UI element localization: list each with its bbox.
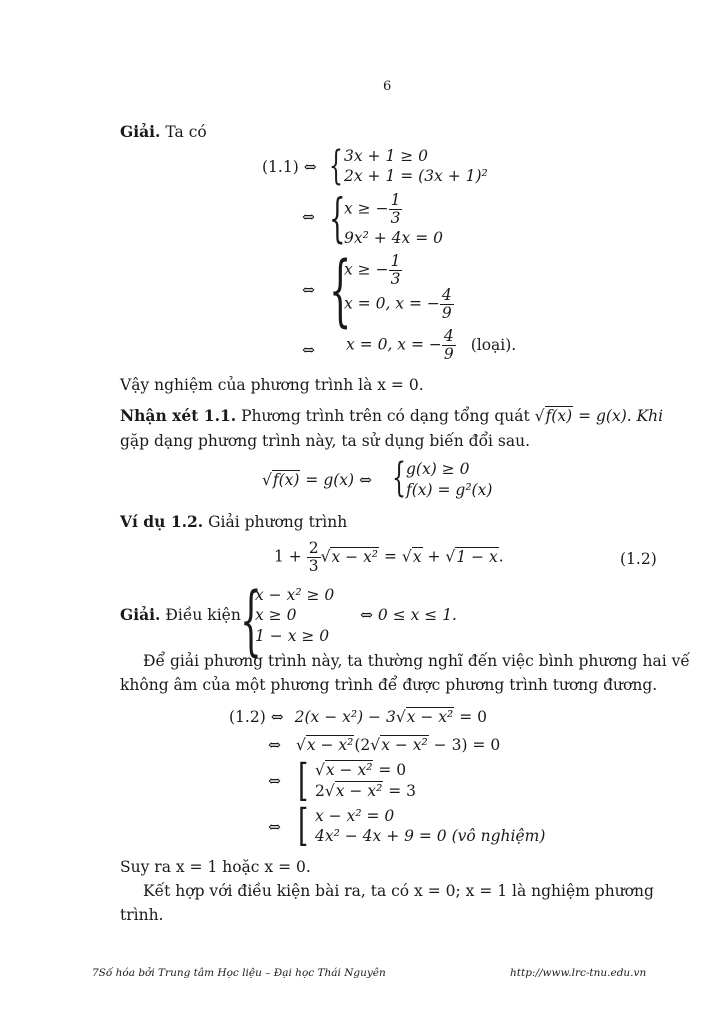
system-brace: {: [329, 143, 343, 189]
radicand: x − x²: [335, 782, 383, 800]
eq-end: .: [498, 547, 504, 566]
iff-symbol: ⇔: [268, 736, 281, 754]
condition-row-1: x − x² ≥ 0: [255, 586, 335, 604]
fraction: [389, 253, 403, 288]
eq-label-1-1: [262, 157, 317, 177]
remark-text: Phương trình trên có dạng tổng quát: [241, 407, 530, 425]
step-1: [229, 707, 487, 727]
fraction: [442, 328, 456, 363]
radical-sign: √: [395, 708, 406, 726]
solution-label: Giải.: [120, 605, 161, 624]
radical-sign: √: [262, 471, 272, 489]
step-expression: (2: [354, 736, 371, 754]
radical-sign: √: [534, 407, 545, 425]
final-line-1: Kết hợp với điều kiện bài ra, ta có x = 0; x = 1 là nghiệm phương: [143, 882, 654, 900]
fraction: [389, 192, 403, 227]
system-1-row-2: 2x + 1 = (3x + 1)²: [344, 167, 488, 185]
solution-label: Giải.: [120, 122, 161, 141]
eq-label: (1.2): [229, 708, 266, 726]
condition-result: ⇔ 0 ≤ x ≤ 1.: [360, 606, 457, 624]
radical-sign: √: [324, 782, 335, 800]
radicand: x − x²: [381, 736, 428, 754]
iff-symbol-case-2: ⇔: [268, 818, 281, 836]
radicand: f(x): [272, 471, 300, 489]
case-rhs: = 3: [388, 782, 417, 800]
condition-row-3: 1 − x ≥ 0: [255, 627, 330, 645]
fraction: [440, 287, 454, 322]
transform-rhs: = g(x) ⇔: [305, 471, 372, 489]
step-expression: 2(x − x²) − 3: [294, 708, 396, 726]
radicand: x − x²: [406, 708, 454, 726]
radical-sign: √: [315, 761, 325, 779]
equals-sign: =: [383, 547, 397, 566]
eq-label: (1.1): [262, 158, 299, 176]
radical-sign: √: [320, 547, 331, 566]
transform-row-1: g(x) ≥ 0: [406, 460, 470, 478]
radicand: f(x): [545, 407, 573, 425]
example-text: Giải phương trình: [208, 513, 348, 531]
system-brace: {: [329, 246, 352, 336]
radical-sign: √: [295, 736, 306, 754]
fraction: [307, 540, 321, 575]
equation-text: x = 0, x = −: [344, 294, 440, 313]
iff-symbol-2: ⇔: [302, 208, 315, 226]
radical-sign: √: [445, 547, 456, 566]
fraction-denominator: 9: [443, 345, 454, 363]
radicand: x − x²: [306, 736, 354, 754]
example-equation: [274, 540, 504, 575]
footer-right-link[interactable]: http://www.lrc-tnu.edu.vn: [510, 967, 647, 979]
case-1-row-1: [315, 760, 406, 780]
page-number: 6: [383, 79, 392, 94]
example-heading: [120, 512, 347, 532]
paragraph-line-2: không âm của một phương trình để được phương trình tương đương.: [120, 676, 658, 694]
condition-text: Điều kiện: [165, 606, 241, 624]
fraction-numerator: 1: [390, 191, 401, 209]
step-rhs: − 3) = 0: [433, 736, 501, 754]
system-brace: {: [240, 575, 262, 664]
iff-symbol: ⇔: [303, 158, 317, 176]
eq-prefix: 1 +: [274, 547, 302, 566]
system-brace: {: [392, 455, 406, 501]
fraction-denominator: 9: [441, 304, 452, 322]
paragraph-line-1: Để giải phương trình này, ta thường nghĩ đến việc bình phương hai vế: [143, 652, 690, 670]
iff-symbol-case-1: ⇔: [268, 772, 281, 790]
equation-number: (1.2): [620, 550, 657, 568]
step-rhs: = 0: [459, 708, 487, 726]
solution-2-condition: [120, 605, 241, 625]
final-result-1: [346, 328, 516, 363]
case-coefficient: 2: [315, 782, 325, 800]
remark-line-1: [120, 406, 663, 426]
iff-symbol-4: ⇔: [302, 341, 315, 359]
system-3-row-1: [344, 253, 402, 288]
rejected-note: (loại).: [470, 335, 517, 354]
iff-symbol-3: ⇔: [302, 281, 315, 299]
condition-row-2: x ≥ 0: [255, 606, 297, 624]
radicand: x: [412, 547, 422, 566]
inequality-text: x ≥ −: [344, 260, 389, 279]
radical-sign: √: [401, 547, 412, 566]
solution-1-intro: [120, 122, 207, 142]
system-1-row-1: 3x + 1 ≥ 0: [344, 147, 429, 165]
remark-line-2: gặp dạng phương trình này, ta sử dụng biến đổi sau.: [120, 432, 531, 450]
system-2-row-1: [344, 192, 402, 227]
remark-equation: = g(x). Khi: [578, 407, 664, 425]
radicand: 1 − x: [456, 547, 498, 566]
conclusion-1: Vậy nghiệm của phương trình là x = 0.: [120, 376, 424, 394]
example-label: Ví dụ 1.2.: [120, 512, 204, 531]
radicand: x − x²: [331, 547, 379, 566]
step-2: [268, 735, 500, 755]
fraction-numerator: 4: [441, 286, 452, 304]
final-line-2: trình.: [120, 906, 164, 924]
case-bracket: [: [298, 800, 309, 851]
case-2-row-2: 4x² − 4x + 9 = 0 (vô nghiệm): [315, 827, 546, 845]
radical-sign: √: [370, 736, 381, 754]
remark-label: Nhận xét 1.1.: [120, 406, 237, 425]
plus-sign: +: [427, 547, 441, 566]
fraction-denominator: 3: [308, 557, 319, 575]
case-2-row-1: x − x² = 0: [315, 807, 395, 825]
case-bracket: [: [298, 755, 309, 806]
conclusion-2: Suy ra x = 1 hoặc x = 0.: [120, 858, 311, 876]
transform-formula: [262, 470, 372, 490]
equation-text: x = 0, x = −: [346, 335, 442, 354]
inequality-text: x ≥ −: [344, 199, 389, 218]
footer-left: 7Số hóa bởi Trung tâm Học liệu – Đại học Thái Nguyên: [92, 967, 386, 979]
fraction-numerator: 4: [443, 327, 454, 345]
fraction-denominator: 3: [390, 270, 401, 288]
radicand: x − x²: [325, 761, 373, 779]
system-3-row-2: [344, 287, 454, 322]
system-2-row-2: 9x² + 4x = 0: [344, 229, 443, 247]
case-rhs: = 0: [378, 761, 407, 779]
fraction-denominator: 3: [390, 209, 401, 227]
fraction-numerator: 2: [308, 539, 319, 557]
intro-text: Ta có: [165, 123, 207, 141]
transform-row-2: f(x) = g²(x): [406, 481, 493, 499]
system-brace: {: [329, 189, 346, 249]
fraction-numerator: 1: [390, 252, 401, 270]
case-1-row-2: [315, 781, 416, 801]
iff-symbol: ⇔: [270, 708, 284, 726]
